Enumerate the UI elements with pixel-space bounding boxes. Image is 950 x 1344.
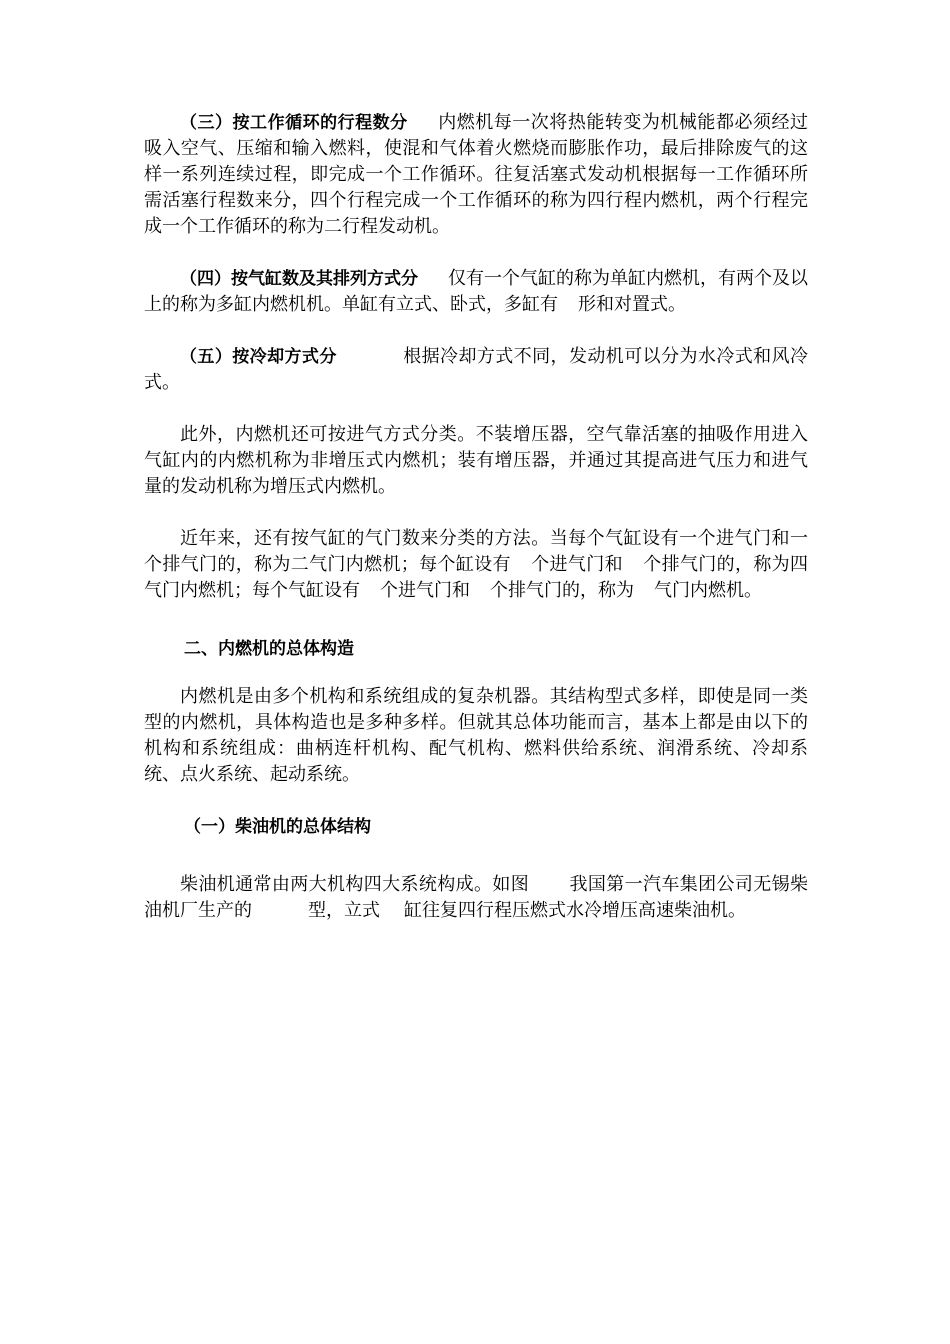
paragraph-text: 内燃机是由多个机构和系统组成的复杂机器。其结构型式多样，即使是同一类型的内燃机，具体构造也是多种多样。但就其总体功能而言，基本上都是由以下的机构和系统组成：曲柄连杆机构、配气机构、燃料供给系统、润滑系统、冷却系统、点火系统、起动系统。: [144, 686, 808, 785]
paragraph-text: 根据冷却方式不同，发动机可以分为水冷式和风冷式。: [144, 346, 809, 393]
heading-text: 二、内燃机的总体构造: [184, 639, 354, 659]
chapter-heading-overall-structure: [144, 636, 808, 662]
heading-text: （一）柴油机的总体结构: [184, 817, 371, 837]
paragraph-valve-count: [144, 526, 808, 604]
section-heading-diesel-structure: [144, 814, 808, 840]
paragraph-text: 个进气门和: [380, 580, 470, 601]
section-heading-cooling-method: （五）按冷却方式分: [180, 347, 337, 367]
paragraph-text: 仅有一个气缸的称为单缸内燃机，有两个及以上的称为多缸内燃机机。单缸有立式、卧式，多缸有: [144, 268, 808, 315]
paragraph-text: 内燃机每一次将热能转变为机械能都必须经过吸入空气、压缩和输入燃料，使混和气体着火燃烧而膨胀作功，最后排除废气的这样一系列连续过程，即完成一个工作循环。往复活塞式发动机根据每一工作循环所需活塞行程数来分，四个行程完成一个工作循环的称为四行程内燃机，两个行程完成一个工作循环的称为二行程发动机。: [144, 112, 809, 237]
paragraph-cylinder-arrangement: [144, 266, 808, 318]
paragraph-text: 柴油机通常由两大机构四大系统构成。如图: [180, 874, 530, 895]
paragraph-text: 近年来，还有按气缸的气门数来分类的方法。当每个气缸设有一个进气门和一个排气门的，称为二气门内燃机；每个缸设有: [144, 528, 808, 575]
paragraph-diesel-structure: [144, 872, 808, 924]
section-heading-stroke-cycle: （三）按工作循环的行程数分: [180, 113, 408, 133]
paragraph-text: 缸往复四行程压燃式水冷增压高速柴油机。: [404, 900, 746, 921]
paragraph-cooling-method: [144, 344, 808, 396]
paragraph-stroke-cycle: [144, 110, 808, 240]
document-page: [144, 110, 808, 950]
section-heading-cylinder-arrangement: （四）按气缸数及其排列方式分: [180, 269, 418, 289]
paragraph-text: 我国第一汽车集团公司无锡柴油机厂生产的: [144, 874, 808, 921]
paragraph-text: 个排气门的，称为: [490, 580, 634, 601]
paragraph-intake-method: [144, 422, 808, 500]
paragraph-text: 个排气门的，称为四气门内燃机；每个气缸设有: [144, 554, 809, 601]
paragraph-text: 此外，内燃机还可按进气方式分类。不装增压器，空气靠活塞的抽吸作用进入气缸内的内燃机称为非增压式内燃机；装有增压器，并通过其提高进气压力和进气量的发动机称为增压式内燃机。: [144, 424, 808, 497]
paragraph-text: 个进气门和: [530, 554, 623, 575]
paragraph-text: 形和对置式。: [578, 294, 686, 315]
paragraph-text: 型，立式: [308, 900, 380, 921]
paragraph-overall-structure: [144, 684, 808, 788]
paragraph-text: 气门内燃机。: [654, 580, 762, 601]
